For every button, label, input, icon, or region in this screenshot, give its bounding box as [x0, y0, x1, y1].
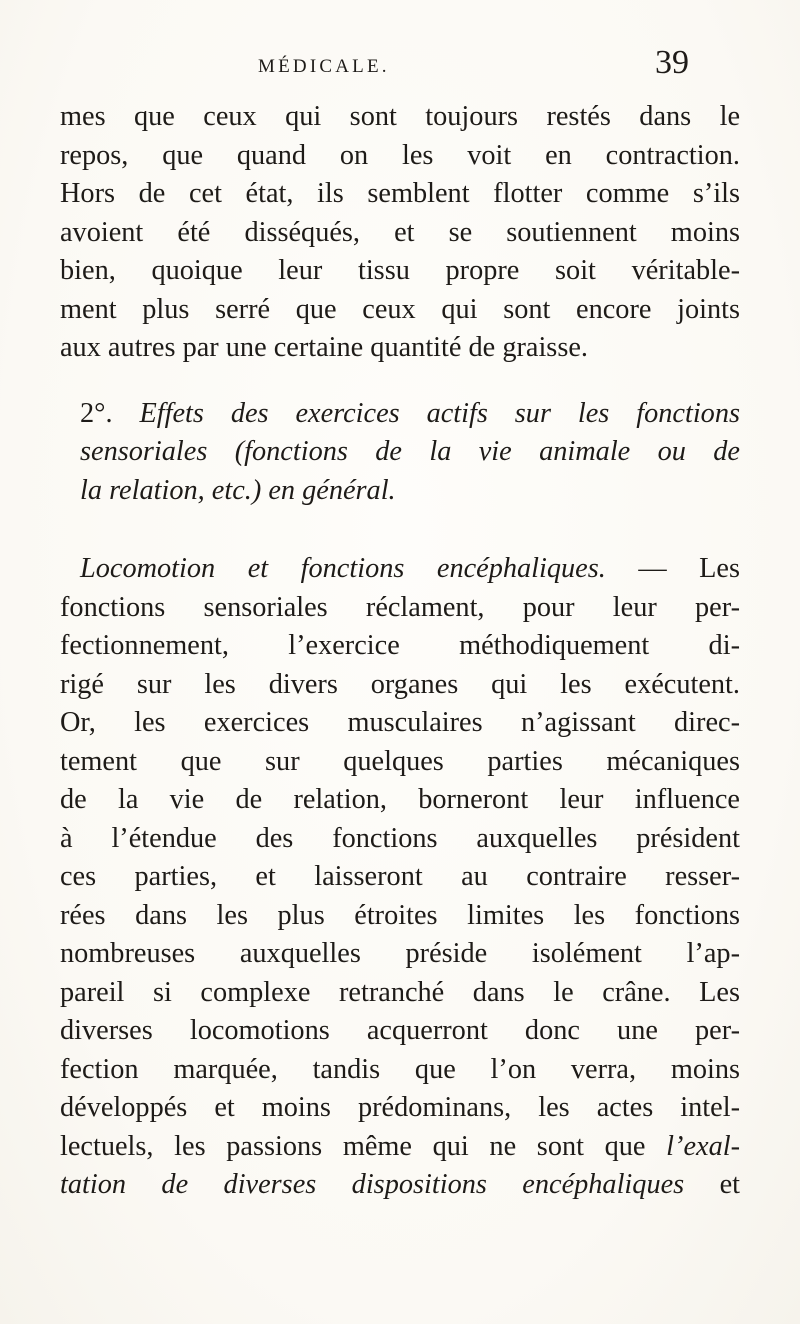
- paragraph-2: [60, 550, 740, 1205]
- text-line: nombreuses auxquelles préside isolément l’ap-: [60, 938, 740, 969]
- text-line: bien, quoique leur tissu propre soit véritable-: [60, 255, 740, 286]
- text-line: fonctions sensoriales réclament, pour leur per-: [60, 591, 740, 623]
- paragraph-heading: Locomotion et fonctions encéphaliques.: [80, 553, 606, 584]
- text-line: aux autres par une certaine quantité de graisse.: [60, 332, 588, 363]
- page-header: [0, 44, 800, 86]
- text-line: avoient été disséqués, et se soutiennent moins: [60, 216, 740, 248]
- text-line: fectionnement, l’exercice méthodiquement di-: [60, 630, 740, 661]
- italic-segment: tation de diverses dispositions encéphaliques: [60, 1169, 685, 1200]
- body-text: [60, 98, 740, 1205]
- section-title-line: la relation, etc.) en général.: [80, 474, 396, 506]
- italic-segment: l’exal-: [666, 1130, 741, 1162]
- text-line: [60, 1128, 740, 1167]
- text-line: de la vie de relation, borneront leur influence: [60, 784, 740, 815]
- text-line: mes que ceux qui sont toujours restés dans le: [60, 101, 740, 132]
- running-head: MÉDICALE.: [258, 56, 390, 77]
- text-line: rigé sur les divers organes qui les exécutent.: [60, 668, 740, 700]
- paragraph-1: [60, 98, 740, 368]
- text-line: Or, les exercices musculaires n’agissant direc-: [60, 707, 740, 738]
- text-line: [60, 550, 740, 589]
- text-line: fection marquée, tandis que l’on verra, moins: [60, 1053, 740, 1085]
- text-line: repos, que quand on les voit en contraction.: [60, 139, 740, 171]
- text-segment: lectuels, les passions même qui ne sont que: [60, 1130, 646, 1162]
- text-line: développés et moins prédominans, les actes intel-: [60, 1092, 740, 1123]
- section-title-line: sensoriales (fonctions de la vie animale ou de: [80, 436, 740, 467]
- text-line: diverses locomotions acquerront donc une per-: [60, 1015, 740, 1046]
- text-line: pareil si complexe retranché dans le crâne. Les: [60, 976, 740, 1008]
- text-line: [60, 1166, 740, 1205]
- text-line: ment plus serré que ceux qui sont encore joints: [60, 293, 740, 325]
- section-title-part: Effets des exercices actifs sur les fonctions: [139, 397, 740, 429]
- text-line: rées dans les plus étroites limites les fonctions: [60, 899, 740, 931]
- text-line: à l’étendue des fonctions auxquelles président: [60, 822, 740, 854]
- section-number: 2°.: [80, 397, 113, 429]
- text-segment: et: [719, 1169, 740, 1200]
- page-number: 39: [655, 44, 689, 81]
- text-line: Hors de cet état, ils semblent flotter comme s’ils: [60, 178, 740, 209]
- heading-dash-text: — Les: [638, 553, 741, 584]
- text-line: tement que sur quelques parties mécaniques: [60, 745, 740, 777]
- text-line: ces parties, et laisseront au contraire resser-: [60, 861, 740, 892]
- section-title-line: [60, 395, 740, 434]
- section-heading: [60, 395, 740, 511]
